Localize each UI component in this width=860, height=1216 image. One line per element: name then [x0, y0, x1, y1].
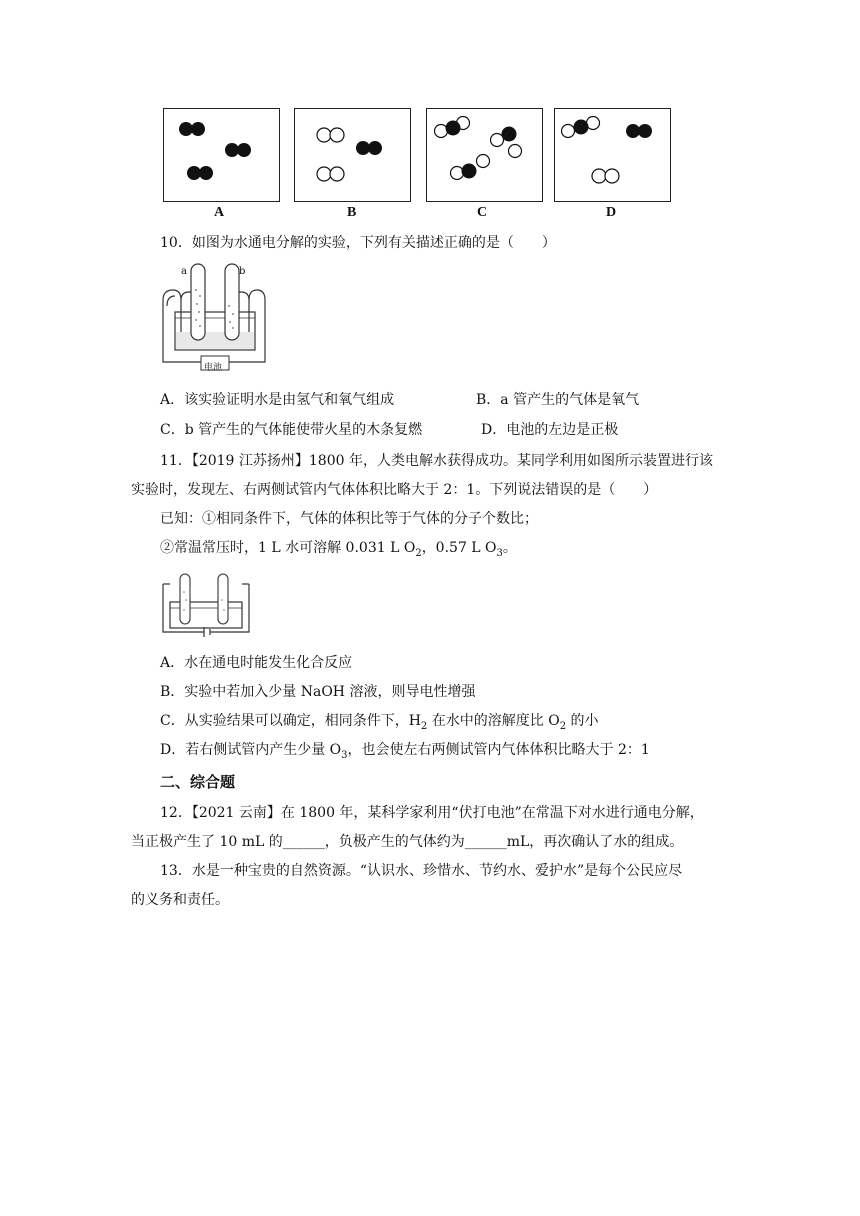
q11-option-b: B．实验中若加入少量 NaOH 溶液，则导电性增强: [160, 684, 476, 700]
q11-known-1: 已知：①相同条件下，气体的体积比等于气体的分子个数比；: [160, 511, 538, 527]
q10-option-a: A．该实验证明水是由氢气和氧气组成: [160, 392, 395, 408]
q11-stem-1: 11．【2019 江苏扬州】1800 年，人类电解水获得成功。某同学利用如图所示装置进行该: [160, 453, 713, 469]
q13-line-2: 的义务和责任。: [131, 892, 229, 908]
molecule-diagram-b: [295, 109, 410, 201]
section-heading: 二、综合题: [160, 773, 236, 791]
q11-option-c: C．从实验结果可以确定，相同条件下，$H_2$ 在水中的溶解度比 $O_2$ 的小: [160, 713, 599, 732]
q10-stem: 10．如图为水通电分解的实验，下列有关描述正确的是（ ）: [160, 235, 556, 251]
figure-option-label-b: B: [347, 205, 357, 220]
q10-option-b: B．a 管产生的气体是氧气: [476, 392, 640, 408]
molecule-diagram-a: [164, 109, 279, 201]
q10-option-d: D．电池的左边是正极: [481, 422, 619, 438]
q11-known-2: ②常温常压时，1 L 水可溶解 0.031 L $O_2$，0.57 L $O_3$。: [160, 540, 517, 559]
molecule-box-d: [554, 108, 671, 202]
q10-fig-label-b: b: [239, 266, 246, 277]
q11-stem-2: 实验时，发现左、右两侧试管内气体体积比略大于 2：1。下列说法错误的是（ ）: [131, 482, 658, 498]
figure-option-label-a: A: [214, 205, 225, 220]
figure-option-label-d: D: [606, 205, 617, 220]
molecule-diagram-c: [427, 109, 542, 201]
q10-fig-label-a: a: [181, 266, 187, 277]
q12-line-1: 12．【2021 云南】在 1800 年，某科学家利用“伏打电池”在常温下对水进行通电分解，: [160, 805, 704, 821]
q10-fig-battery: 电池: [204, 363, 223, 373]
molecule-diagram-d: [555, 109, 670, 201]
electrolysis-apparatus-11: [160, 570, 252, 642]
q11-option-d: D．若右侧试管内产生少量 $O_3$，也会使左右两侧试管内气体体积比略大于 2：1: [160, 742, 650, 761]
q12-line-2: 当正极产生了 10 mL 的______，负极产生的气体约为______mL，再次确认了水的组成。: [131, 834, 684, 850]
molecule-box-a: [163, 108, 280, 202]
q10-option-c: C．b 管产生的气体能使带火星的木条复燃: [160, 422, 423, 438]
q13-line-1: 13．水是一种宝贵的自然资源。“认识水、珍惜水、节约水、爱护水”是每个公民应尽: [160, 863, 683, 879]
q11-option-a: A．水在通电时能发生化合反应: [160, 655, 353, 671]
figure-option-label-c: C: [477, 205, 488, 220]
molecule-box-b: [294, 108, 411, 202]
molecule-box-c: [426, 108, 543, 202]
